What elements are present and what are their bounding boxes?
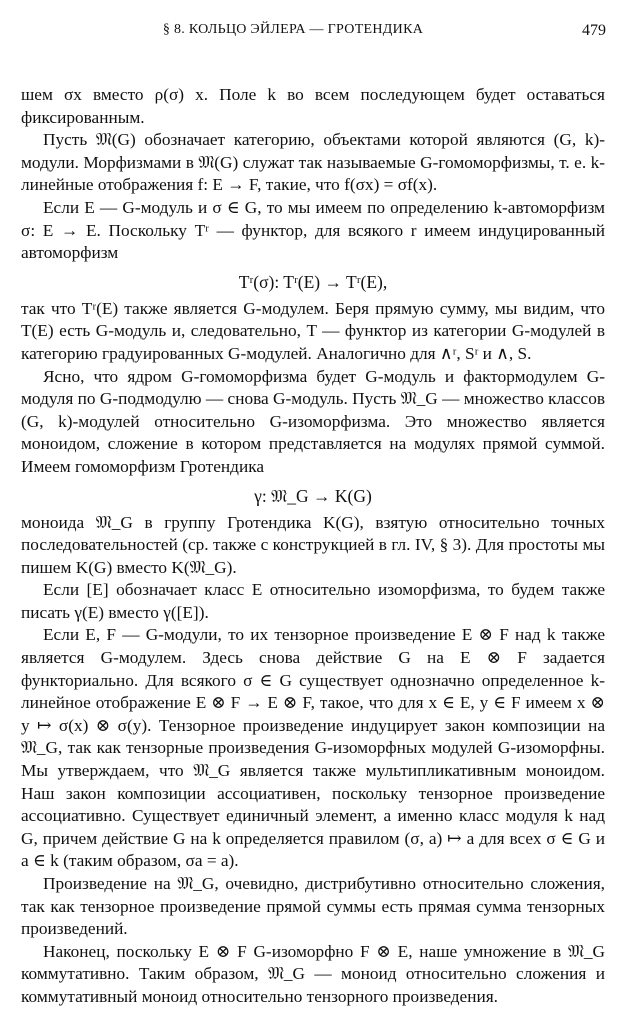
paragraph-2: Пусть 𝔐(G) обозначает категорию, объектами которой являются (G, k)-модули. Морфизмами в 𝔐(G) служат так называемые G-гомоморфизмы, т. е. k-линейные отображения f: E → F, такие, что f(σx) = σf(x).	[21, 130, 605, 195]
paragraph-8: Если E, F — G-модули, то их тензорное произведение E ⊗ F над k также является G-модулем. Здесь снова действие G на E ⊗ F задается функториально. Для всякого σ ∈ G существует однозначно определенное k-линейное отображение E ⊗ F → E ⊗ F, такое, что для x ∈ E, y ∈ F имеем x ⊗ y ↦ σ(x) ⊗ σ(y). Тензорное произведение индуцирует закон композиции на 𝔐_G, так как тензорные произведения G-изоморфных модулей G-изоморфны. Мы утверждаем, что 𝔐_G является также мультипликативным моноидом. Наш закон композиции ассоциативен, поскольку тензорное произведение ассоциативно. Существует единичный элемент, а именно класс модуля k над G, причем действие G на k определяется правилом (σ, a) ↦ a для всех σ ∈ G и a ∈ k (таким образом, σa = a).	[21, 625, 605, 871]
running-header	[20, 22, 606, 44]
paragraph-9: Произведение на 𝔐_G, очевидно, дистрибутивно относительно сложения, так как тензорное произведение прямой суммы есть прямая сумма тензорных произведений.	[21, 874, 605, 939]
paragraph-7: Если [E] обозначает класс E относительно изоморфизма, то будем также писать γ(E) вместо γ([E]).	[21, 580, 605, 622]
paragraph-1: шем σx вместо ρ(σ) x. Поле k во всем последующем будет оставаться фиксированным.	[21, 85, 605, 127]
paragraph-6: моноида 𝔐_G в группу Гротендика K(G), взятую относительно точных последовательностей (ср. также с конструкцией в гл. IV, § 3). Для простоты мы пишем K(G) вместо K(𝔐_G).	[21, 512, 605, 577]
page-number: 479	[582, 22, 606, 39]
paragraph-10: Наконец, поскольку E ⊗ F G-изоморфно F ⊗ E, наше умножение в 𝔐_G коммутативно. Таким образом, 𝔐_G — моноид относительно сложения и коммутативный моноид относительно тензорного произведения.	[21, 941, 605, 1006]
formula-automorphism: Tʳ(σ): Tʳ(E) → Tʳ(E),	[238, 271, 388, 292]
paragraph-4: так что Tʳ(E) также является G-модулем. Беря прямую сумму, мы видим, что T(E) есть G-модуль и, следовательно, T — функтор из категории G-модулей в категорию градуированных G-модулей. Аналогично для ∧ʳ, Sʳ и ∧, S.	[21, 298, 605, 363]
section-title: § 8. КОЛЬЦО ЭЙЛЕРА — ГРОТЕНДИКА	[162, 22, 424, 37]
formula-grothendieck-homomorphism: γ: 𝔐_G → K(G)	[254, 485, 372, 506]
paragraph-5: Ясно, что ядром G-гомоморфизма будет G-модуль и фактормодулем G-модуля по G-подмодулю — снова G-модуль. Пусть 𝔐_G — множество классов (G, k)-модулей относительно G-изоморфизма. Это множество является моноидом, сложение в котором представляется на модулях прямой суммой. Имеем гомоморфизм Гротендика	[21, 366, 605, 476]
paragraph-3: Если E — G-модуль и σ ∈ G, то мы имеем по определению k-автоморфизм σ: E → E. Поскольку Tʳ — функтор, для всякого r имеем индуцированный автоморфизм	[21, 197, 605, 263]
main-text	[21, 84, 605, 1009]
